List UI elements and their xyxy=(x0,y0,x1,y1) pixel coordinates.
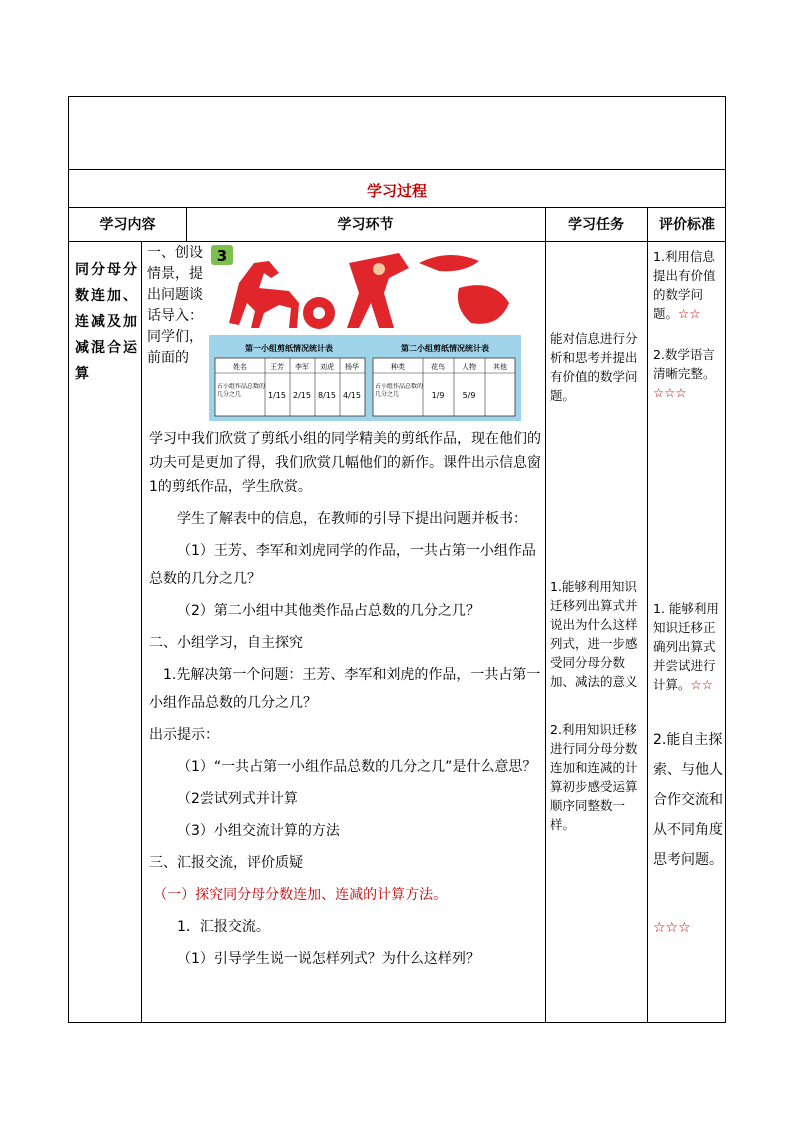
divider xyxy=(141,241,142,1022)
task-1: 能对信息进行分析和思考并提出有价值的数学问题。 xyxy=(550,331,638,403)
section-3: 三、汇报交流，评价质疑 xyxy=(149,855,303,871)
eval-1 xyxy=(653,247,725,323)
hint-3: （3）小组交流计算的方法 xyxy=(177,823,340,839)
table1-value: 1/15 xyxy=(268,391,286,400)
table2-header: 花鸟 xyxy=(431,363,445,371)
hint-1: （1）“一共占第一小组作品总数的几分之几”是什么意思？ xyxy=(177,759,537,775)
eval-2 xyxy=(653,345,725,402)
section-3-a: （一）探究同分母分数连加、连减的计算方法。 xyxy=(153,887,448,903)
info-badge: 3 xyxy=(216,247,228,265)
table2-value: 5/9 xyxy=(462,391,476,400)
table2-value: 1/9 xyxy=(431,391,445,400)
section-3-1-1: （1）引导学生说一说怎样列式？为什么这样列？ xyxy=(177,951,480,967)
table1-header: 姓名 xyxy=(233,363,247,371)
table2-title: 第二小组剪纸情况统计表 xyxy=(401,344,489,353)
header-eval: 评价标准 xyxy=(659,217,715,233)
table1-header: 李军 xyxy=(295,363,309,371)
eval-4: 2.能自主探索、与他人合作交流和从不同角度思考问题。 xyxy=(653,732,723,868)
eval-3 xyxy=(653,599,725,694)
intro-wrap-text: 一、创设情景，提出问题谈话导入：同学们，前面的 xyxy=(147,245,203,366)
table2-header: 其他 xyxy=(493,363,507,371)
paper-cut-figure xyxy=(209,243,521,423)
divider xyxy=(647,207,648,1022)
table2-row-label: 占小组作品总数的几分之几 xyxy=(375,383,423,398)
star-rating: ☆☆☆ xyxy=(653,385,687,400)
star-rating: ☆☆☆ xyxy=(653,920,691,936)
task-3: 2.利用知识迁移进行同分母分数连加和连减的计算初步感受运算顺序同整数一样。 xyxy=(550,722,638,832)
section-2: 二、小组学习，自主探究 xyxy=(149,635,303,651)
eval-1-text: 1.利用信息提出有价值的数学问题。 xyxy=(653,249,716,321)
header-content: 学习内容 xyxy=(99,217,156,233)
section-2-1: 1.先解决第一个问题：王芳、李军和刘虎的作品，一共占第一小组作品总数的几分之几？ xyxy=(149,667,541,711)
p2: 学生了解表中的信息，在教师的引导下提出问题并板书： xyxy=(177,511,527,527)
process-text xyxy=(149,427,541,973)
table1-header: 刘虎 xyxy=(320,363,334,371)
hint: 出示提示： xyxy=(149,727,219,743)
table2-header: 人物 xyxy=(462,363,476,371)
divider xyxy=(545,207,546,1022)
table1-header: 王芳 xyxy=(270,363,284,371)
table1-value: 2/15 xyxy=(293,391,311,400)
section-3-1: 1．汇报交流。 xyxy=(177,919,270,935)
hint-2: （2尝试列式并计算 xyxy=(177,791,298,807)
header-task: 学习任务 xyxy=(568,217,624,233)
lesson-table xyxy=(68,96,726,1023)
question-2: （2）第二小组中其他类作品占总数的几分之几？ xyxy=(177,603,480,619)
divider xyxy=(69,241,725,242)
eval-2-text: 2.数学语言清晰完整。 xyxy=(653,347,716,381)
divider xyxy=(69,169,725,170)
paper-cut-illustration xyxy=(209,243,521,423)
section-title: 学习过程 xyxy=(366,182,427,200)
task-2: 1.能够利用知识迁移列出算式并说出为什么这样列式，进一步感受同分母分数加、减法的意义 xyxy=(550,579,638,689)
header-process: 学习环节 xyxy=(337,217,394,233)
table1-value: 8/15 xyxy=(318,391,336,400)
table1-header: 杨华 xyxy=(345,363,359,371)
content-topic: 同分母分数连加、连减及加减混合运算 xyxy=(75,262,137,382)
eval-3-text: 1. 能够利用知识迁移正确列出算式并尝试进行计算。 xyxy=(653,601,719,692)
table1-title: 第一小组剪纸情况统计表 xyxy=(245,344,333,353)
table1-row-label: 占小组作品总数的几分之几 xyxy=(217,383,265,398)
question-1: （1）王芳、李军和刘虎同学的作品，一共占第一小组作品总数的几分之几？ xyxy=(149,543,536,587)
table1-value: 4/15 xyxy=(343,391,361,400)
star-rating: ☆☆ xyxy=(678,306,701,321)
intro-rest: 学习中我们欣赏了剪纸小组的同学精美的剪纸作品，现在他们的功夫可是更加了得，我们欣赏几幅他们的新作。课件出示信息窗1的剪纸作品，学生欣赏。 xyxy=(149,431,541,495)
star-rating: ☆☆ xyxy=(690,677,713,692)
table2-header: 种类 xyxy=(391,363,405,371)
